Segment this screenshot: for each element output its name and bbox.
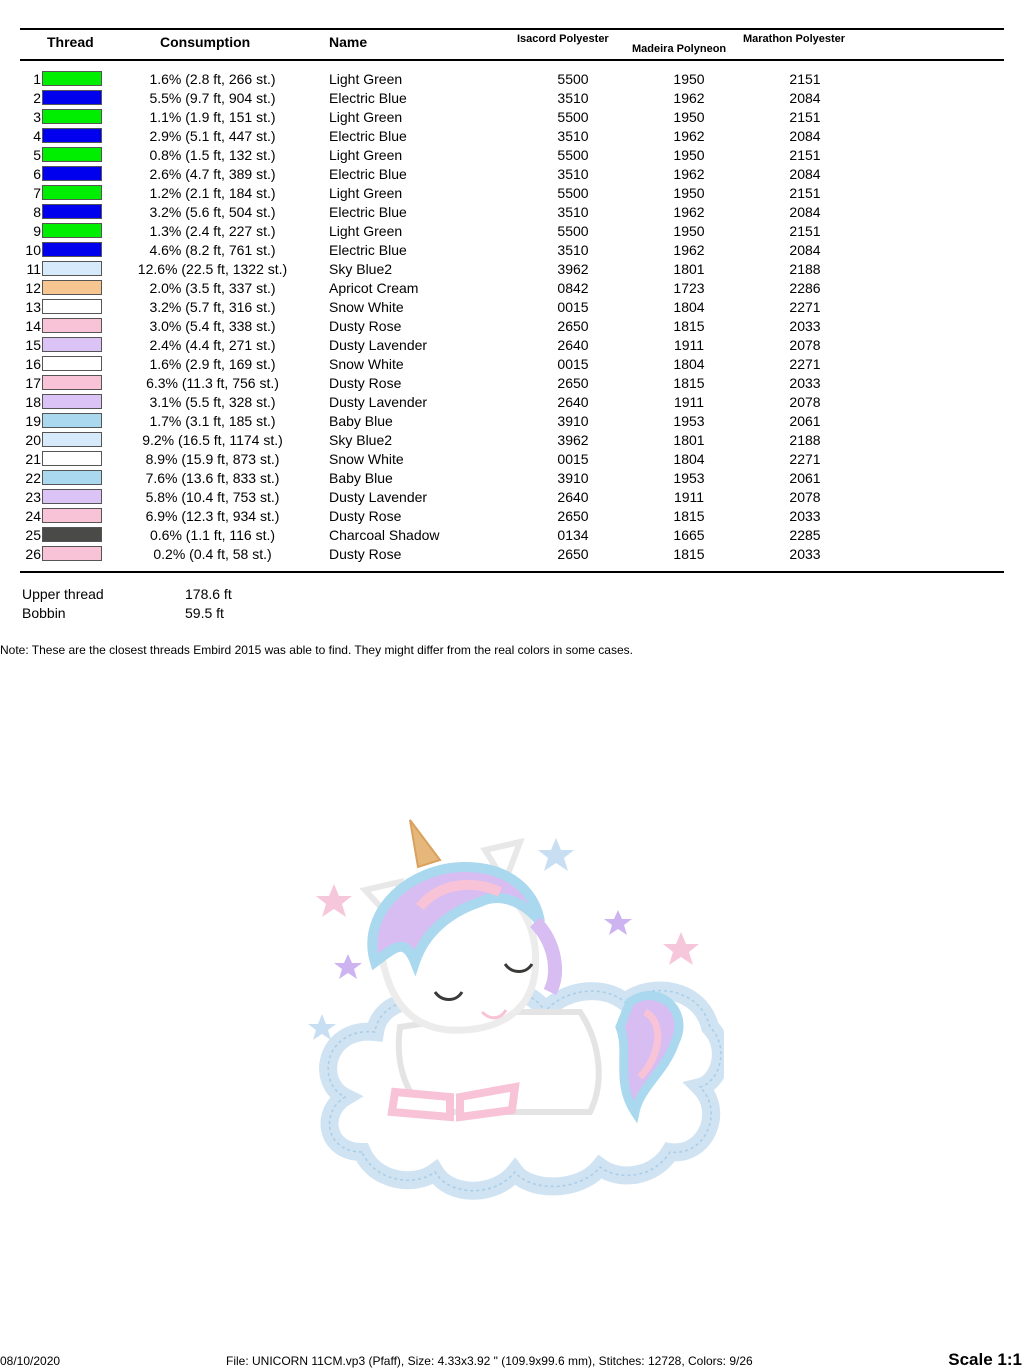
isacord-code-cell: 5500 bbox=[557, 147, 589, 163]
marathon-code-cell: 2188 bbox=[789, 432, 821, 448]
color-swatch bbox=[42, 489, 102, 504]
consumption-cell: 1.6% (2.9 ft, 169 st.) bbox=[149, 356, 276, 372]
isacord-code-cell: 2640 bbox=[557, 489, 589, 505]
thread-number: 18 bbox=[25, 394, 41, 410]
isacord-code-cell: 0842 bbox=[557, 280, 589, 296]
consumption-cell: 8.9% (15.9 ft, 873 st.) bbox=[145, 451, 280, 467]
isacord-code-cell: 3510 bbox=[557, 242, 589, 258]
color-swatch bbox=[42, 451, 102, 466]
marathon-code-cell: 2078 bbox=[789, 394, 821, 410]
thread-name-cell: Dusty Lavender bbox=[329, 337, 428, 353]
isacord-code-cell: 2650 bbox=[557, 318, 589, 334]
thread-name-cell: Electric Blue bbox=[329, 204, 407, 220]
color-swatch bbox=[42, 318, 102, 333]
marathon-code-cell: 2188 bbox=[789, 261, 821, 277]
marathon-code-cell: 2151 bbox=[789, 109, 821, 125]
isacord-code-cell: 3962 bbox=[557, 261, 589, 277]
table-row bbox=[0, 146, 1024, 165]
thread-name-cell: Light Green bbox=[329, 223, 403, 239]
madeira-code-cell: 1962 bbox=[673, 128, 705, 144]
color-swatch bbox=[42, 413, 102, 428]
isacord-code-cell: 5500 bbox=[557, 185, 589, 201]
unicorn-horn bbox=[410, 820, 440, 867]
color-swatch bbox=[42, 223, 102, 238]
table-row bbox=[0, 488, 1024, 507]
madeira-code-cell: 1801 bbox=[673, 432, 705, 448]
consumption-cell: 6.3% (11.3 ft, 756 st.) bbox=[146, 375, 279, 391]
isacord-code-cell: 3910 bbox=[557, 470, 589, 486]
marathon-code-cell: 2033 bbox=[789, 508, 821, 524]
upper-thread-label: Upper thread bbox=[22, 586, 104, 602]
color-swatch bbox=[42, 128, 102, 143]
consumption-cell: 4.6% (8.2 ft, 761 st.) bbox=[149, 242, 276, 258]
madeira-code-cell: 1962 bbox=[673, 242, 705, 258]
thread-number: 20 bbox=[25, 432, 41, 448]
table-row bbox=[0, 450, 1024, 469]
marathon-code-cell: 2271 bbox=[789, 299, 821, 315]
thread-name-cell: Light Green bbox=[329, 109, 403, 125]
thread-name-cell: Dusty Rose bbox=[329, 318, 402, 334]
marathon-code-cell: 2151 bbox=[789, 223, 821, 239]
thread-number: 9 bbox=[33, 223, 41, 239]
thread-number: 6 bbox=[33, 166, 41, 182]
table-row bbox=[0, 507, 1024, 526]
thread-name-cell: Snow White bbox=[329, 299, 404, 315]
table-row bbox=[0, 412, 1024, 431]
table-row bbox=[0, 279, 1024, 298]
madeira-code-cell: 1911 bbox=[673, 489, 705, 505]
footer-date: 08/10/2020 bbox=[0, 1354, 61, 1368]
thread-name-cell: Sky Blue2 bbox=[329, 261, 393, 277]
thread-number: 14 bbox=[25, 318, 41, 334]
table-row bbox=[0, 222, 1024, 241]
isacord-code-cell: 5500 bbox=[557, 71, 589, 87]
star-lavender-right bbox=[604, 910, 632, 935]
table-row bbox=[0, 184, 1024, 203]
color-swatch bbox=[42, 470, 102, 485]
consumption-cell: 0.6% (1.1 ft, 116 st.) bbox=[149, 527, 276, 543]
thread-name-cell: Dusty Rose bbox=[329, 508, 402, 524]
madeira-code-cell: 1815 bbox=[673, 546, 705, 562]
table-row bbox=[0, 70, 1024, 89]
hoof-right bbox=[460, 1087, 515, 1117]
thread-name-cell: Charcoal Shadow bbox=[329, 527, 440, 543]
consumption-cell: 3.2% (5.6 ft, 504 st.) bbox=[149, 204, 276, 220]
table-row bbox=[0, 241, 1024, 260]
marathon-code-cell: 2151 bbox=[789, 147, 821, 163]
thread-number: 13 bbox=[25, 299, 41, 315]
marathon-code-cell: 2286 bbox=[789, 280, 821, 296]
table-row bbox=[0, 526, 1024, 545]
madeira-code-cell: 1962 bbox=[673, 90, 705, 106]
marathon-code-cell: 2078 bbox=[789, 337, 821, 353]
color-swatch bbox=[42, 204, 102, 219]
thread-name-cell: Electric Blue bbox=[329, 166, 407, 182]
madeira-code-cell: 1953 bbox=[673, 470, 705, 486]
color-swatch bbox=[42, 90, 102, 105]
color-swatch bbox=[42, 546, 102, 561]
table-row bbox=[0, 355, 1024, 374]
table-row bbox=[0, 393, 1024, 412]
marathon-code-cell: 2061 bbox=[789, 413, 821, 429]
marathon-code-cell: 2084 bbox=[789, 204, 821, 220]
marathon-code-cell: 2151 bbox=[789, 71, 821, 87]
madeira-code-cell: 1950 bbox=[673, 71, 705, 87]
upper-thread-value: 178.6 ft bbox=[185, 586, 232, 602]
footer-scale: Scale 1:1 bbox=[948, 1350, 1022, 1369]
isacord-code-cell: 5500 bbox=[557, 109, 589, 125]
consumption-cell: 7.6% (13.6 ft, 833 st.) bbox=[145, 470, 280, 486]
table-row bbox=[0, 127, 1024, 146]
table-row bbox=[0, 469, 1024, 488]
bobbin-label: Bobbin bbox=[22, 605, 66, 621]
table-top-rule bbox=[20, 28, 1004, 30]
footer-file-info: File: UNICORN 11CM.vp3 (Pfaff), Size: 4.33x3.92 " (109.9x99.6 mm), Stitches: 12728, Colors: 9/26 bbox=[226, 1354, 753, 1368]
consumption-cell: 6.9% (12.3 ft, 934 st.) bbox=[145, 508, 280, 524]
madeira-code-cell: 1950 bbox=[673, 109, 705, 125]
thread-name-cell: Dusty Rose bbox=[329, 546, 402, 562]
thread-number: 22 bbox=[25, 470, 41, 486]
thread-name-cell: Electric Blue bbox=[329, 242, 407, 258]
thread-number: 16 bbox=[25, 356, 41, 372]
marathon-code-cell: 2285 bbox=[789, 527, 821, 543]
thread-number: 25 bbox=[25, 527, 41, 543]
consumption-cell: 3.1% (5.5 ft, 328 st.) bbox=[149, 394, 276, 410]
consumption-cell: 5.5% (9.7 ft, 904 st.) bbox=[149, 90, 276, 106]
thread-number: 2 bbox=[33, 90, 41, 106]
isacord-code-cell: 5500 bbox=[557, 223, 589, 239]
madeira-code-cell: 1665 bbox=[673, 527, 705, 543]
color-swatch bbox=[42, 527, 102, 542]
thread-number: 3 bbox=[33, 109, 41, 125]
thread-number: 15 bbox=[25, 337, 41, 353]
consumption-cell: 1.2% (2.1 ft, 184 st.) bbox=[149, 185, 276, 201]
madeira-code-cell: 1962 bbox=[673, 204, 705, 220]
marathon-code-cell: 2033 bbox=[789, 546, 821, 562]
thread-name-cell: Light Green bbox=[329, 185, 403, 201]
thread-name-cell: Electric Blue bbox=[329, 90, 407, 106]
consumption-cell: 2.9% (5.1 ft, 447 st.) bbox=[149, 128, 276, 144]
color-swatch bbox=[42, 337, 102, 352]
madeira-code-cell: 1804 bbox=[673, 451, 705, 467]
marathon-code-cell: 2151 bbox=[789, 185, 821, 201]
madeira-code-cell: 1815 bbox=[673, 508, 705, 524]
consumption-cell: 2.6% (4.7 ft, 389 st.) bbox=[149, 166, 276, 182]
unicorn-on-cloud-embroidery-icon bbox=[300, 812, 724, 1202]
thread-number: 8 bbox=[33, 204, 41, 220]
table-row bbox=[0, 336, 1024, 355]
table-row bbox=[0, 298, 1024, 317]
isacord-code-cell: 3910 bbox=[557, 413, 589, 429]
thread-number: 10 bbox=[25, 242, 41, 258]
color-swatch bbox=[42, 432, 102, 447]
thread-name-cell: Apricot Cream bbox=[329, 280, 419, 296]
marathon-code-cell: 2061 bbox=[789, 470, 821, 486]
isacord-code-cell: 2640 bbox=[557, 394, 589, 410]
color-swatch bbox=[42, 185, 102, 200]
isacord-code-cell: 0015 bbox=[557, 356, 589, 372]
marathon-code-cell: 2033 bbox=[789, 375, 821, 391]
header-consumption: Consumption bbox=[160, 34, 251, 50]
consumption-cell: 0.2% (0.4 ft, 58 st.) bbox=[153, 546, 272, 562]
marathon-code-cell: 2271 bbox=[789, 451, 821, 467]
color-swatch bbox=[42, 356, 102, 371]
color-swatch bbox=[42, 508, 102, 523]
table-row bbox=[0, 165, 1024, 184]
color-swatch bbox=[42, 280, 102, 295]
thread-number: 1 bbox=[33, 71, 41, 87]
isacord-code-cell: 3510 bbox=[557, 166, 589, 182]
marathon-code-cell: 2084 bbox=[789, 128, 821, 144]
header-marathon: Marathon Polyester bbox=[743, 33, 846, 45]
madeira-code-cell: 1962 bbox=[673, 166, 705, 182]
madeira-code-cell: 1804 bbox=[673, 356, 705, 372]
consumption-cell: 2.0% (3.5 ft, 337 st.) bbox=[149, 280, 276, 296]
table-row bbox=[0, 317, 1024, 336]
marathon-code-cell: 2084 bbox=[789, 166, 821, 182]
color-swatch bbox=[42, 394, 102, 409]
color-swatch bbox=[42, 261, 102, 276]
table-row bbox=[0, 260, 1024, 279]
hoof-left bbox=[392, 1092, 450, 1117]
color-swatch bbox=[42, 147, 102, 162]
star-pink-right bbox=[663, 932, 699, 965]
header-name: Name bbox=[329, 34, 368, 50]
consumption-cell: 1.3% (2.4 ft, 227 st.) bbox=[149, 223, 276, 239]
madeira-code-cell: 1953 bbox=[673, 413, 705, 429]
madeira-code-cell: 1911 bbox=[673, 394, 705, 410]
madeira-code-cell: 1950 bbox=[673, 223, 705, 239]
isacord-code-cell: 3510 bbox=[557, 204, 589, 220]
consumption-cell: 1.7% (3.1 ft, 185 st.) bbox=[149, 413, 276, 429]
isacord-code-cell: 3510 bbox=[557, 90, 589, 106]
madeira-code-cell: 1911 bbox=[673, 337, 705, 353]
color-swatch bbox=[42, 109, 102, 124]
table-row bbox=[0, 203, 1024, 222]
madeira-code-cell: 1815 bbox=[673, 375, 705, 391]
thread-name-cell: Dusty Rose bbox=[329, 375, 402, 391]
color-swatch bbox=[42, 166, 102, 181]
header-thread: Thread bbox=[47, 34, 94, 50]
thread-number: 26 bbox=[25, 546, 41, 562]
thread-name-cell: Dusty Lavender bbox=[329, 489, 428, 505]
thread-note: Note: These are the closest threads Embird 2015 was able to find. They might differ from the real colors in some cases. bbox=[0, 643, 633, 657]
marathon-code-cell: 2078 bbox=[789, 489, 821, 505]
isacord-code-cell: 3962 bbox=[557, 432, 589, 448]
isacord-code-cell: 0015 bbox=[557, 299, 589, 315]
table-row bbox=[0, 431, 1024, 450]
color-swatch bbox=[42, 375, 102, 390]
thread-name-cell: Dusty Lavender bbox=[329, 394, 428, 410]
table-row bbox=[0, 89, 1024, 108]
madeira-code-cell: 1801 bbox=[673, 261, 705, 277]
isacord-code-cell: 2650 bbox=[557, 375, 589, 391]
table-bottom-rule bbox=[20, 571, 1004, 573]
thread-number: 21 bbox=[25, 451, 41, 467]
color-swatch bbox=[42, 71, 102, 86]
star-pink-left bbox=[316, 884, 352, 917]
bobbin-value: 59.5 ft bbox=[185, 605, 224, 621]
marathon-code-cell: 2084 bbox=[789, 90, 821, 106]
consumption-cell: 12.6% (22.5 ft, 1322 st.) bbox=[137, 261, 288, 277]
thread-name-cell: Baby Blue bbox=[329, 470, 393, 486]
thread-number: 4 bbox=[33, 128, 41, 144]
star-blue-left bbox=[308, 1014, 336, 1040]
consumption-cell: 5.8% (10.4 ft, 753 st.) bbox=[145, 489, 280, 505]
thread-number: 23 bbox=[25, 489, 41, 505]
isacord-code-cell: 2650 bbox=[557, 546, 589, 562]
isacord-code-cell: 0134 bbox=[557, 527, 589, 543]
thread-number: 17 bbox=[25, 375, 41, 391]
thread-number: 7 bbox=[33, 185, 41, 201]
thread-name-cell: Light Green bbox=[329, 71, 403, 87]
consumption-cell: 3.0% (5.4 ft, 338 st.) bbox=[149, 318, 276, 334]
thread-name-cell: Baby Blue bbox=[329, 413, 393, 429]
table-row bbox=[0, 374, 1024, 393]
thread-number: 24 bbox=[25, 508, 41, 524]
thread-name-cell: Electric Blue bbox=[329, 128, 407, 144]
thread-name-cell: Snow White bbox=[329, 356, 404, 372]
thread-name-cell: Sky Blue2 bbox=[329, 432, 393, 448]
madeira-code-cell: 1950 bbox=[673, 147, 705, 163]
thread-name-cell: Light Green bbox=[329, 147, 403, 163]
header-madeira: Madeira Polyneon bbox=[632, 43, 727, 55]
consumption-cell: 0.8% (1.5 ft, 132 st.) bbox=[149, 147, 276, 163]
thread-number: 19 bbox=[25, 413, 41, 429]
isacord-code-cell: 2640 bbox=[557, 337, 589, 353]
consumption-cell: 3.2% (5.7 ft, 316 st.) bbox=[149, 299, 276, 315]
isacord-code-cell: 0015 bbox=[557, 451, 589, 467]
consumption-cell: 1.1% (1.9 ft, 151 st.) bbox=[149, 109, 276, 125]
thread-number: 11 bbox=[26, 261, 41, 277]
color-swatch bbox=[42, 299, 102, 314]
marathon-code-cell: 2033 bbox=[789, 318, 821, 334]
color-swatch bbox=[42, 242, 102, 257]
thread-name-cell: Snow White bbox=[329, 451, 404, 467]
madeira-code-cell: 1815 bbox=[673, 318, 705, 334]
consumption-cell: 2.4% (4.4 ft, 271 st.) bbox=[149, 337, 276, 353]
consumption-cell: 1.6% (2.8 ft, 266 st.) bbox=[149, 71, 276, 87]
madeira-code-cell: 1950 bbox=[673, 185, 705, 201]
table-row bbox=[0, 108, 1024, 127]
isacord-code-cell: 2650 bbox=[557, 508, 589, 524]
madeira-code-cell: 1804 bbox=[673, 299, 705, 315]
table-header-rule bbox=[20, 59, 1004, 61]
madeira-code-cell: 1723 bbox=[673, 280, 705, 296]
table-row bbox=[0, 545, 1024, 564]
marathon-code-cell: 2271 bbox=[789, 356, 821, 372]
thread-number: 12 bbox=[25, 280, 41, 296]
marathon-code-cell: 2084 bbox=[789, 242, 821, 258]
isacord-code-cell: 3510 bbox=[557, 128, 589, 144]
star-lavender-left bbox=[334, 954, 362, 979]
star-blue-top bbox=[538, 838, 574, 871]
thread-number: 5 bbox=[33, 147, 41, 163]
header-isacord: Isacord Polyester bbox=[517, 33, 609, 45]
consumption-cell: 9.2% (16.5 ft, 1174 st.) bbox=[142, 432, 283, 448]
